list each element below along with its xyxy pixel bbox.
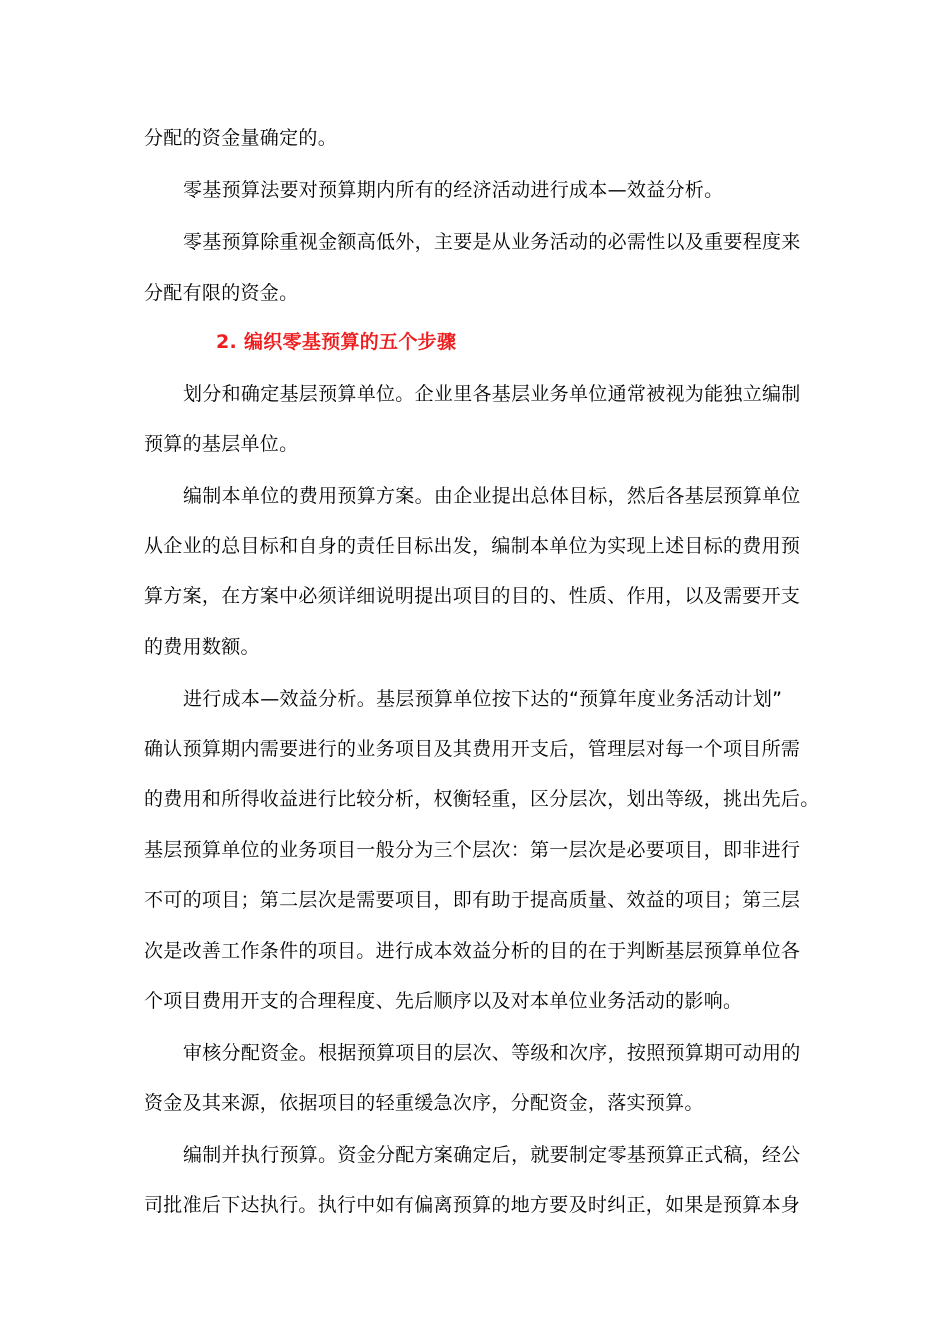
body-text-line: 个项目费用开支的合理程度、先后顺序以及对本单位业务活动的影响。 [144, 990, 743, 1012]
body-text-line: 审核分配资金。根据预算项目的层次、等级和次序，按照预算期可动用的 [183, 1042, 801, 1064]
body-text-line: 确认预算期内需要进行的业务项目及其费用开支后，管理层对每一个项目所需 [144, 738, 801, 760]
body-text-line: 分配有限的资金。 [144, 282, 299, 304]
body-text-line: 分配的资金量确定的。 [144, 127, 338, 149]
body-text-line: 的费用和所得收益进行比较分析，权衡轻重，区分层次，划出等级，挑出先后。 [144, 788, 820, 810]
body-text-line: 预算的基层单位。 [144, 433, 299, 455]
body-text-line: 算方案，在方案中必须详细说明提出项目的目的、性质、作用，以及需要开支 [144, 585, 801, 607]
body-text-line: 司批准后下达执行。执行中如有偏离预算的地方要及时纠正，如果是预算本身 [144, 1194, 801, 1216]
body-text-line: 零基预算法要对预算期内所有的经济活动进行成本—效益分析。 [183, 179, 724, 201]
body-text-line: 基层预算单位的业务项目一般分为三个层次：第一层次是必要项目，即非进行 [144, 839, 801, 861]
section-heading: 2. 编织零基预算的五个步骤 [216, 331, 457, 353]
body-text-line: 划分和确定基层预算单位。企业里各基层业务单位通常被视为能独立编制 [183, 383, 801, 405]
body-text-line: 零基预算除重视金额高低外，主要是从业务活动的必需性以及重要程度来 [183, 231, 801, 253]
body-text-line: 不可的项目；第二层次是需要项目，即有助于提高质量、效益的项目；第三层 [144, 889, 801, 911]
body-text-line: 进行成本—效益分析。基层预算单位按下达的“预算年度业务活动计划” [183, 688, 783, 710]
body-text-line: 编制本单位的费用预算方案。由企业提出总体目标，然后各基层预算单位 [183, 485, 801, 507]
body-text-line: 从企业的总目标和自身的责任目标出发，编制本单位为实现上述目标的费用预 [144, 535, 801, 557]
body-text-line: 编制并执行预算。资金分配方案确定后，就要制定零基预算正式稿，经公 [183, 1144, 801, 1166]
body-text-line: 的费用数额。 [144, 636, 260, 658]
body-text-line: 次是改善工作条件的项目。进行成本效益分析的目的在于判断基层预算单位各 [144, 940, 801, 962]
body-text-line: 资金及其来源，依据项目的轻重缓急次序，分配资金，落实预算。 [144, 1092, 704, 1114]
